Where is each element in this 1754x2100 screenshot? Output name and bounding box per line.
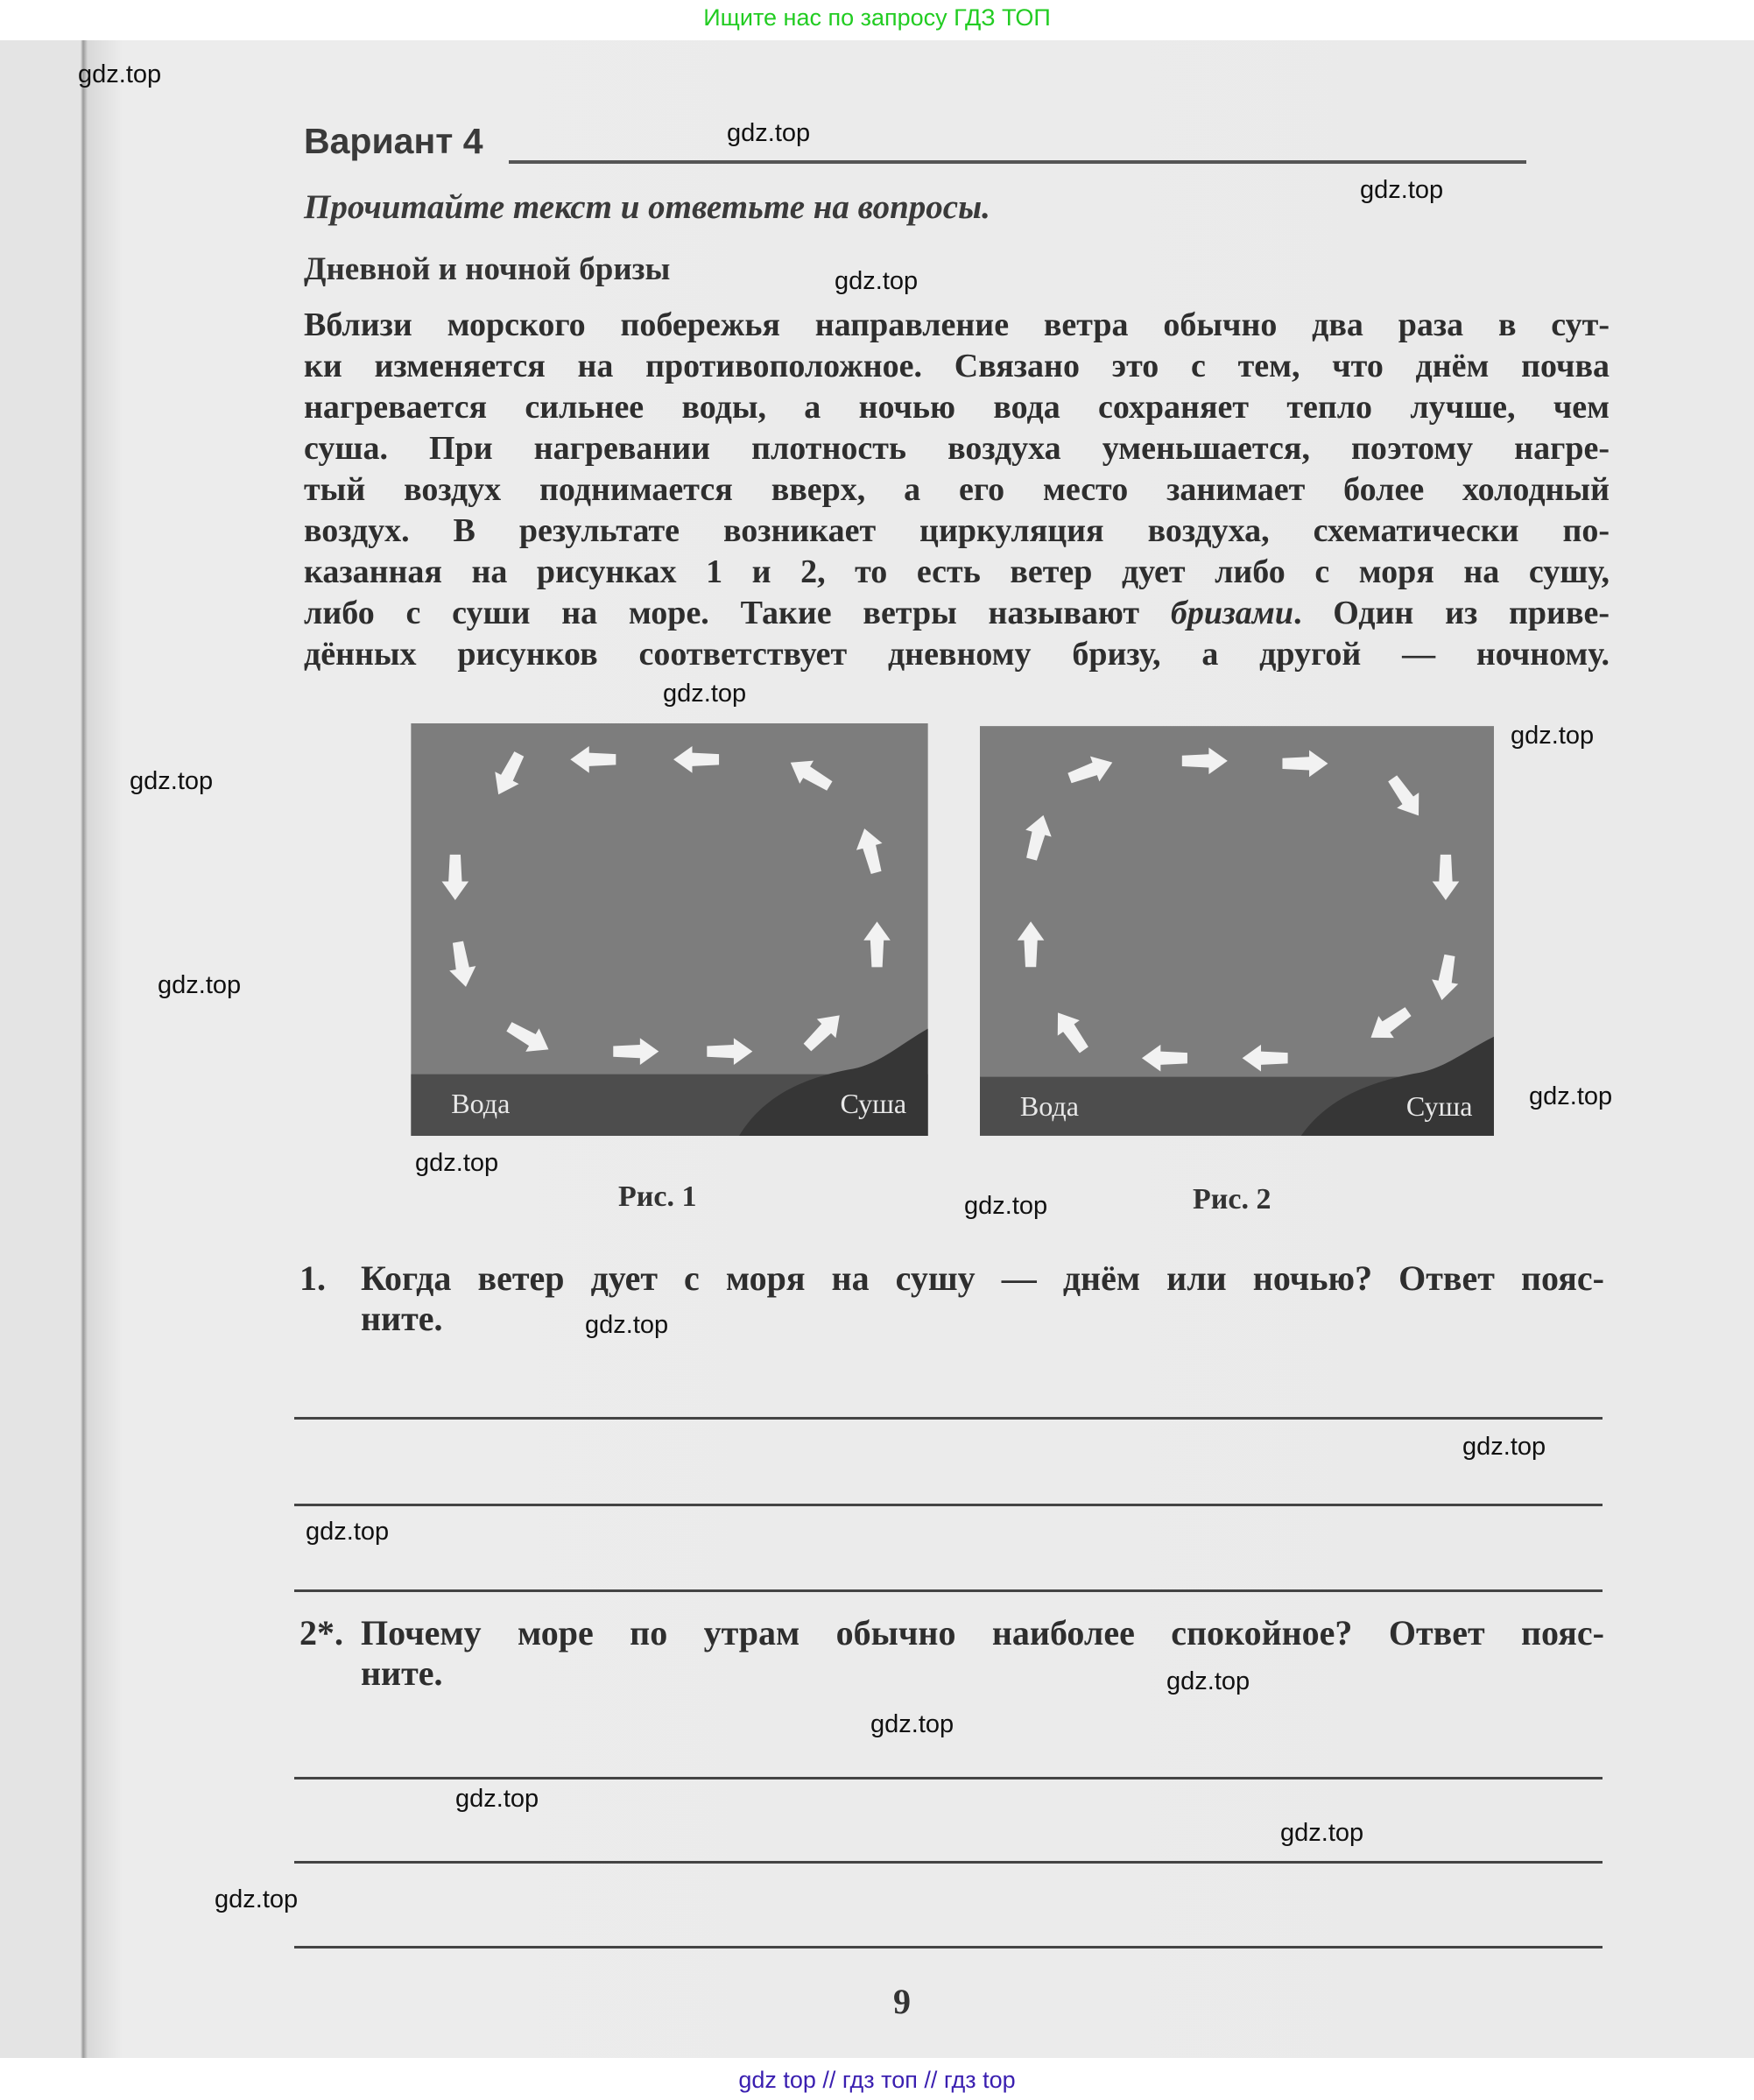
question-line: Почему море по утрам обычно наиболее спокойное? Ответ пояс- xyxy=(361,1613,1604,1653)
figure-2-caption: Рис. 2 xyxy=(1193,1183,1271,1216)
paragraph-line: воздух. В результате возникает циркуляция воздуха, схематически по- xyxy=(304,512,1610,549)
watermark: gdz.top xyxy=(78,60,162,88)
watermark: gdz.top xyxy=(1462,1433,1546,1461)
question-text xyxy=(361,1258,1604,1339)
paragraph-line: дённых рисунков соответствует дневному бризу, а другой — ночному. xyxy=(304,636,1610,673)
question-line: ните. xyxy=(361,1653,443,1693)
question-line: ните. xyxy=(361,1299,443,1338)
paragraph-line: нагревается сильнее воды, а ночью вода сохраняет тепло лучше, чем xyxy=(304,389,1610,426)
land-label: Суша xyxy=(1405,1089,1473,1122)
watermark: gdz.top xyxy=(835,267,919,295)
watermark: gdz.top xyxy=(663,680,747,708)
figure-2-night-breeze xyxy=(980,726,1494,1136)
heading-underline xyxy=(509,160,1526,164)
reading-paragraph xyxy=(304,305,1610,675)
bottom-banner[interactable]: gdz top // гдз топ // гдз top xyxy=(738,2067,1016,2093)
answer-line-q2[interactable] xyxy=(294,1946,1603,1948)
line-text: либо с суши на море. Такие ветры называют xyxy=(304,595,1171,631)
watermark: gdz.top xyxy=(1511,722,1595,750)
watermark: gdz.top xyxy=(415,1149,499,1177)
paragraph-line: казанная на рисунках 1 и 2, то есть ветер дует либо с моря на сушу, xyxy=(304,553,1610,590)
top-banner[interactable]: Ищите нас по запросу ГДЗ ТОП xyxy=(0,0,1754,40)
question-line: Когда ветер дует с моря на сушу — днём или ночью? Ответ пояс- xyxy=(361,1258,1604,1298)
watermark: gdz.top xyxy=(1360,176,1444,204)
watermark: gdz.top xyxy=(215,1885,299,1913)
watermark: gdz.top xyxy=(870,1710,954,1738)
watermark: gdz.top xyxy=(455,1785,539,1813)
line-text: . Один из приве- xyxy=(1293,595,1610,631)
answer-line-q1[interactable] xyxy=(294,1504,1603,1506)
answer-line-q2[interactable] xyxy=(294,1861,1603,1864)
water-label: Вода xyxy=(1019,1089,1079,1122)
text-title: Дневной и ночной бризы xyxy=(304,251,671,287)
watermark: gdz.top xyxy=(306,1518,390,1546)
answer-line-q2[interactable] xyxy=(294,1777,1603,1779)
instruction-text: Прочитайте текст и ответьте на вопросы. xyxy=(304,188,990,226)
paragraph-line xyxy=(304,593,1610,634)
paragraph-line: ки изменяется на противоположное. Связано это с тем, что днём почва xyxy=(304,348,1610,384)
watermark: gdz.top xyxy=(130,767,214,795)
question-text xyxy=(361,1613,1604,1694)
water-label: Вода xyxy=(451,1088,511,1120)
answer-line-q1[interactable] xyxy=(294,1589,1603,1592)
answer-line-q1[interactable] xyxy=(294,1417,1603,1420)
land-label: Суша xyxy=(840,1088,907,1120)
italic-term: бризами xyxy=(1170,595,1293,631)
watermark: gdz.top xyxy=(1166,1667,1250,1695)
paragraph-line: Вблизи морского побережья направление ветра обычно два раза в сут- xyxy=(304,307,1610,343)
figure-1-diagram xyxy=(411,723,928,1136)
paragraph-line: суша. При нагревании плотность воздуха уменьшается, поэтому нагре- xyxy=(304,430,1610,467)
watermark: gdz.top xyxy=(1280,1819,1364,1847)
figure-1-caption: Рис. 1 xyxy=(618,1180,697,1213)
question-number: 2*. xyxy=(299,1613,343,1653)
watermark: gdz.top xyxy=(158,971,242,999)
paragraph-line: тый воздух поднимается вверх, а его место занимает более холодный xyxy=(304,471,1610,508)
watermark: gdz.top xyxy=(964,1192,1048,1220)
figure-1-day-breeze xyxy=(411,723,928,1136)
figure-2-diagram xyxy=(980,726,1494,1136)
page-number: 9 xyxy=(893,1982,911,2021)
question-number: 1. xyxy=(299,1258,326,1298)
watermark: gdz.top xyxy=(1529,1082,1613,1110)
watermark: gdz.top xyxy=(727,119,811,147)
variant-heading: Вариант 4 xyxy=(304,121,483,161)
watermark: gdz.top xyxy=(585,1311,669,1339)
